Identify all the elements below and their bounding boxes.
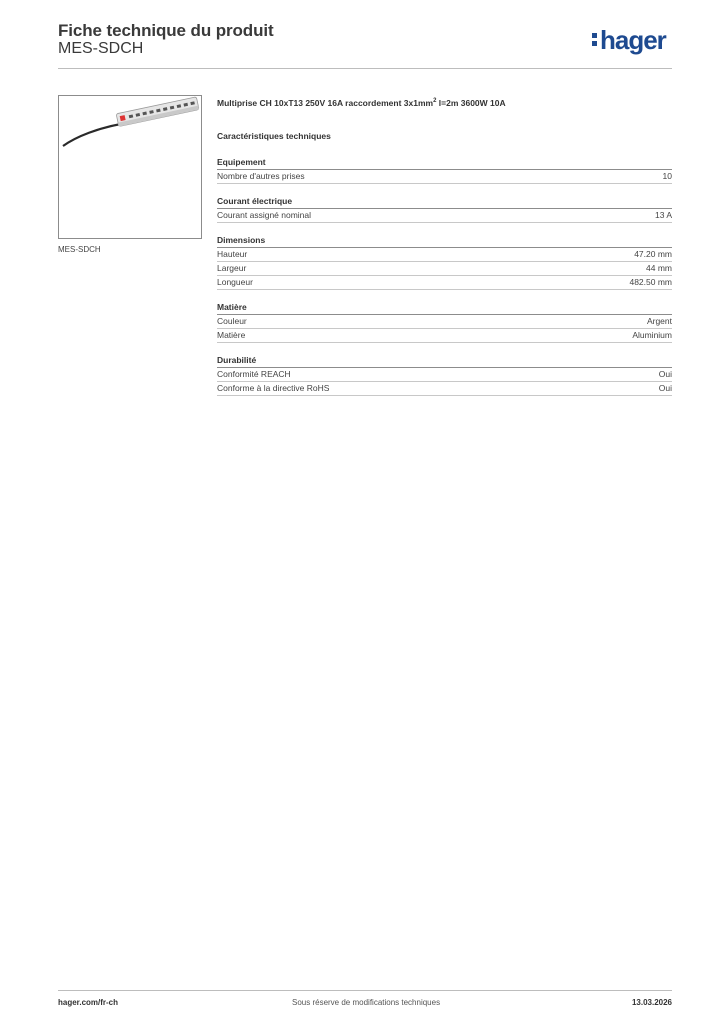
power-strip-image <box>59 96 201 238</box>
spec-label: Hauteur <box>217 249 248 259</box>
group-title: Equipement <box>217 156 672 170</box>
spec-value: Aluminium <box>632 330 672 340</box>
spec-row <box>217 276 672 290</box>
spec-row <box>217 329 672 343</box>
spec-group-durabilite <box>217 354 672 396</box>
description-main: Multiprise CH 10xT13 250V 16A raccordement 3x1mm <box>217 97 434 108</box>
spec-value: 47.20 mm <box>634 249 672 259</box>
spec-label: Courant assigné nominal <box>217 210 312 220</box>
spec-label: Largeur <box>217 263 247 273</box>
image-caption: MES-SDCH <box>58 245 101 254</box>
spec-value: Argent <box>646 316 672 326</box>
spec-group-dimensions <box>217 234 672 290</box>
group-title: Matière <box>217 301 672 315</box>
group-title: Dimensions <box>217 234 672 248</box>
spec-content <box>217 95 672 396</box>
spec-value: Oui <box>658 369 672 379</box>
spec-value: Oui <box>658 383 672 393</box>
group-title: Courant électrique <box>217 195 672 209</box>
spec-label: Longueur <box>217 277 253 287</box>
spec-label: Nombre d'autres prises <box>217 171 305 181</box>
spec-group-courant <box>217 195 672 223</box>
header-divider <box>58 68 672 69</box>
group-title: Durabilité <box>217 354 672 368</box>
page-title: Fiche technique du produit <box>58 21 274 40</box>
footer-divider <box>58 990 672 991</box>
spec-row <box>217 248 672 262</box>
logo-text: hager <box>600 25 666 55</box>
spec-row <box>217 382 672 396</box>
spec-row <box>217 262 672 276</box>
description-superscript: 2 <box>433 98 437 104</box>
footer-notice: Sous réserve de modifications techniques <box>292 998 441 1007</box>
spec-label: Conforme à la directive RoHS <box>217 383 330 393</box>
hager-logo <box>592 27 666 53</box>
spec-label: Conformité REACH <box>217 369 291 379</box>
spec-value: 44 mm <box>646 263 672 273</box>
spec-row <box>217 170 672 184</box>
spec-row <box>217 315 672 329</box>
spec-label: Matière <box>217 330 246 340</box>
description-end: l=2m 3600W 10A <box>436 97 506 108</box>
spec-value: 13 A <box>654 210 672 220</box>
product-description <box>217 95 672 109</box>
spec-group-equipement <box>217 156 672 184</box>
footer-website-link[interactable]: hager.com/fr-ch <box>58 998 119 1007</box>
spec-row <box>217 368 672 382</box>
spec-label: Couleur <box>217 316 247 326</box>
product-image-frame <box>58 95 202 239</box>
product-reference: MES-SDCH <box>58 40 144 57</box>
spec-group-matiere <box>217 301 672 343</box>
spec-row <box>217 209 672 223</box>
logo-colon-icon <box>592 27 598 47</box>
footer-date: 13.03.2026 <box>631 998 672 1007</box>
spec-value: 10 <box>662 171 672 181</box>
specs-heading: Caractéristiques techniques <box>217 131 331 141</box>
spec-value: 482.50 mm <box>629 277 672 287</box>
